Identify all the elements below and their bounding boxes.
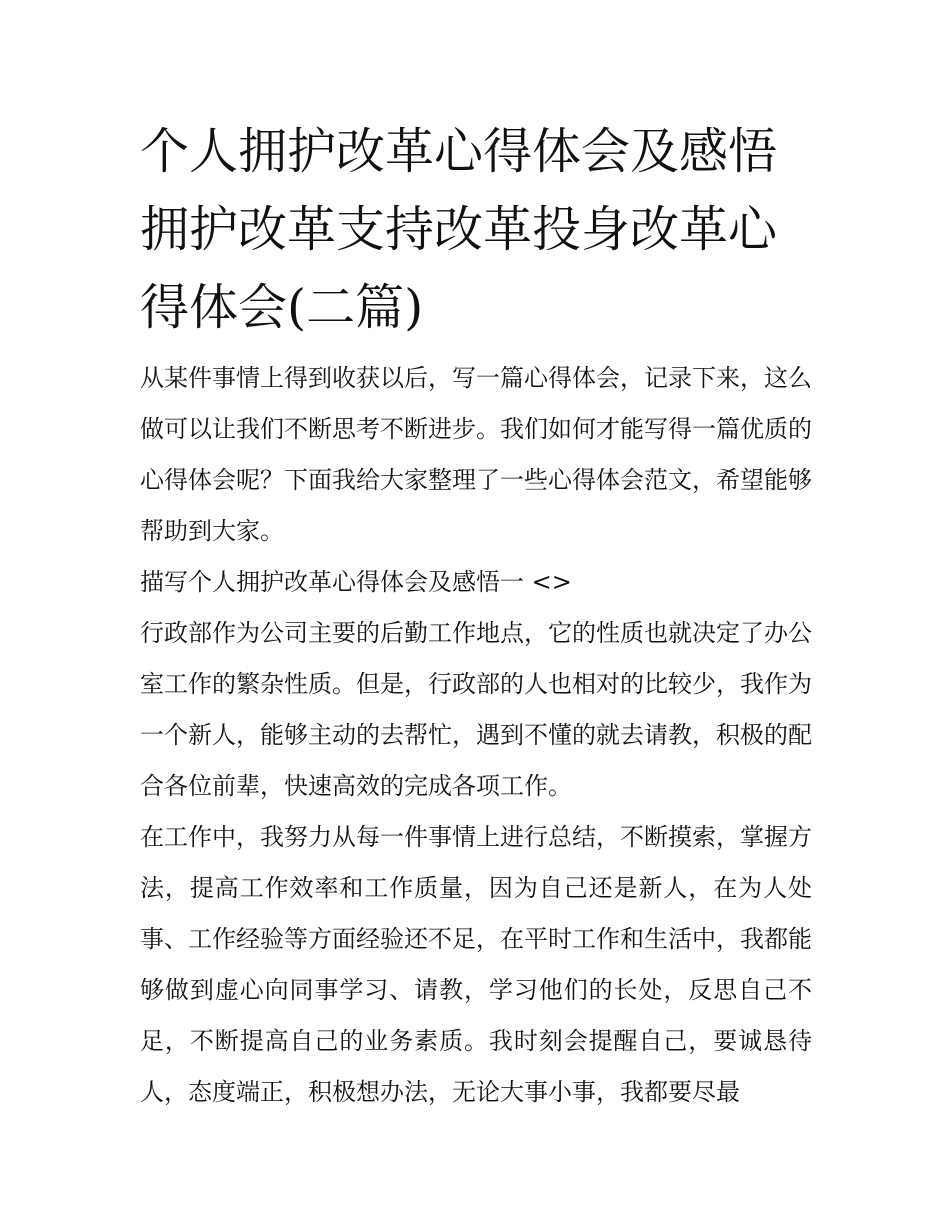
- body-paragraph: 在工作中，我努力从每一件事情上进行总结，不断摸索，掌握方法，提高工作效率和工作质量，因为自己还是新人，在为人处事、工作经验等方面经验还不足，在平时工作和生活中，我都能够做到虚心向同事学习、请教，学习他们的长处，反思自己不足，不断提高自己的业务素质。我时刻会提醒自己，要诚恳待人，态度端正，积极想办法，无论大事小事，我都要尽最: [140, 823, 812, 1106]
- body-paragraph: 行政部作为公司主要的后勤工作地点，它的性质也就决定了办公室工作的繁杂性质。但是，行政部的人也相对的比较少，我作为一个新人，能够主动的去帮忙，遇到不懂的就去请教，积极的配合各位前辈，快速高效的完成各项工作。: [140, 619, 812, 800]
- section-heading: 描写个人拥护改革心得体会及感悟一 <>: [140, 568, 572, 596]
- document-title: 个人拥护改革心得体会及感悟拥护改革支持改革投身改革心得体会(二篇): [140, 123, 778, 336]
- document-body: [140, 113, 812, 1118]
- intro-paragraph: 从某件事情上得到收获以后，写一篇心得体会，记录下来，这么做可以让我们不断思考不断进步。我们如何才能写得一篇优质的心得体会呢？下面我给大家整理了一些心得体会范文，希望能够帮助到大家。: [140, 364, 812, 545]
